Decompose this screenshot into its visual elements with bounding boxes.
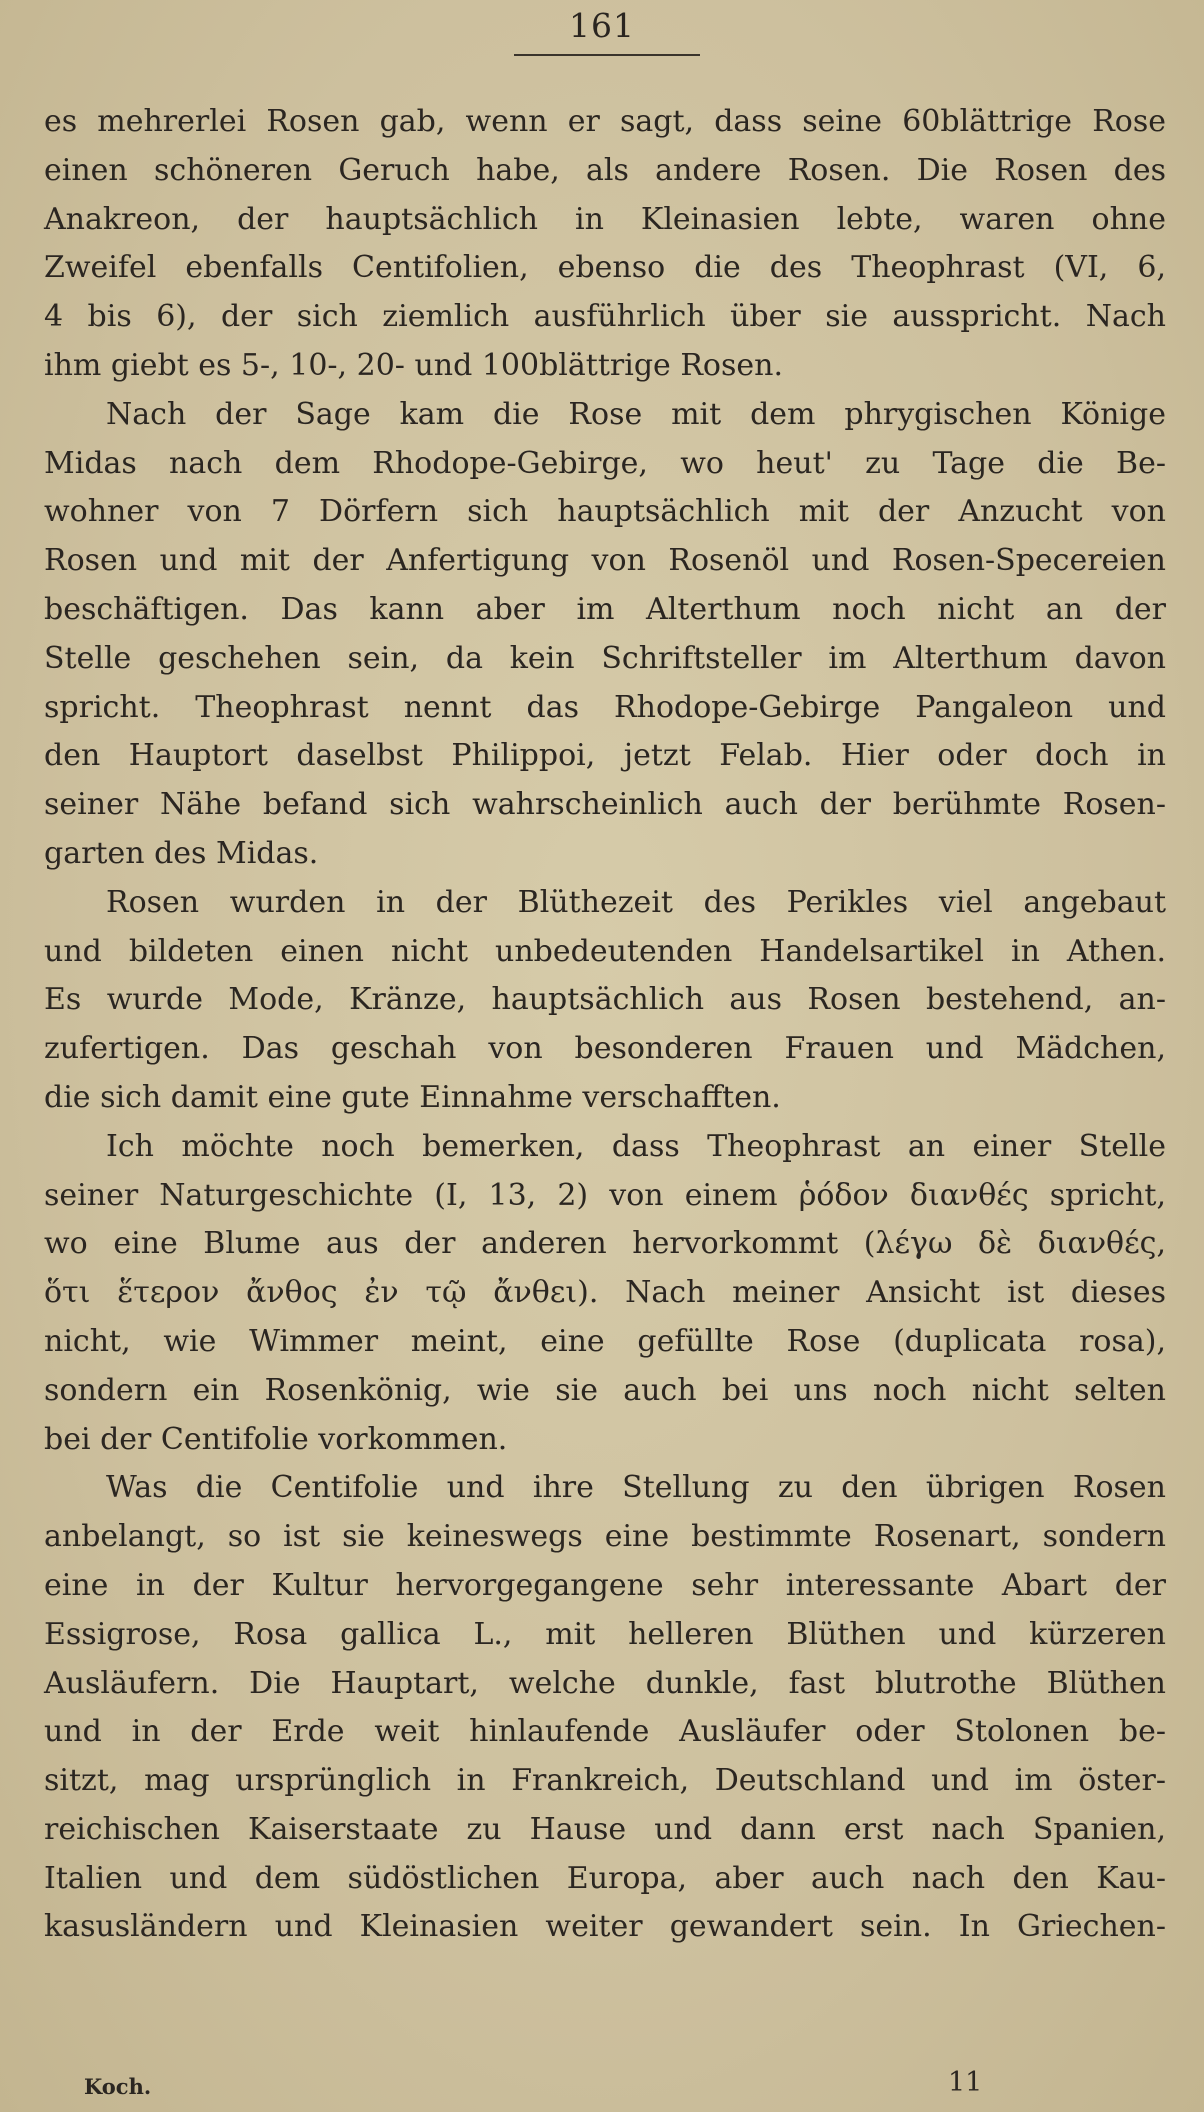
- text-line: sondern ein Rosenkönig, wie sie auch bei uns noch nicht selten: [44, 1372, 1166, 1408]
- footer-sheet-number: 11: [948, 2067, 983, 2098]
- page-number: 161: [569, 6, 635, 45]
- text-line: beschäftigen. Das kann aber im Alterthum noch nicht an der: [44, 591, 1166, 627]
- body-text: [44, 98, 1166, 1952]
- text-line: garten des Midas.: [44, 835, 319, 871]
- text-line: Anakreon, der hauptsächlich in Kleinasien lebte, waren ohne: [44, 201, 1166, 237]
- text-line: den Hauptort daselbst Philippoi, jetzt Felab. Hier oder doch in: [44, 738, 1166, 774]
- text-line: einen schöneren Geruch habe, als andere Rosen. Die Rosen des: [44, 152, 1166, 188]
- text-line: Midas nach dem Rhodope-Gebirge, wo heut' zu Tage die Be-: [44, 445, 1166, 481]
- text-line: reichischen Kaiserstaate zu Hause und dann erst nach Spanien,: [44, 1811, 1166, 1847]
- text-line: nicht, wie Wimmer meint, eine gefüllte Rose (duplicata rosa),: [44, 1323, 1166, 1359]
- text-line: und in der Erde weit hinlaufende Ausläufer oder Stolonen be-: [44, 1714, 1166, 1750]
- text-line: ihm giebt es 5-, 10-, 20- und 100blättrige Rosen.: [44, 347, 783, 383]
- text-line: Rosen wurden in der Blüthezeit des Perikles viel angebaut: [106, 884, 1166, 920]
- text-line: Stelle geschehen sein, da kein Schriftsteller im Alterthum davon: [44, 640, 1166, 676]
- text-line: ὅτι ἕτερον ἄνθος ἐν τῷ ἄνθει). Nach meiner Ansicht ist dieses: [44, 1275, 1166, 1311]
- text-line: es mehrerlei Rosen gab, wenn er sagt, dass seine 60blättrige Rose: [44, 104, 1166, 139]
- text-line: Essigrose, Rosa gallica L., mit helleren Blüthen und kürzeren: [44, 1616, 1166, 1652]
- text-line: Zweifel ebenfalls Centifolien, ebenso die des Theophrast (VI, 6,: [44, 250, 1166, 286]
- text-line: Italien und dem südöstlichen Europa, aber auch nach den Kau-: [44, 1860, 1166, 1896]
- text-line: eine in der Kultur hervorgegangene sehr interessante Abart der: [44, 1567, 1166, 1603]
- text-line: zufertigen. Das geschah von besonderen Frauen und Mädchen,: [44, 1031, 1166, 1067]
- text-line: kasusländern und Kleinasien weiter gewandert sein. In Griechen-: [44, 1909, 1166, 1945]
- text-line: Es wurde Mode, Kränze, hauptsächlich aus Rosen bestehend, an-: [44, 982, 1166, 1018]
- text-line: sitzt, mag ursprünglich in Frankreich, Deutschland und im öster-: [44, 1763, 1166, 1799]
- footer-signature: Koch.: [84, 2074, 152, 2099]
- text-line: Was die Centifolie und ihre Stellung zu den übrigen Rosen: [106, 1470, 1166, 1506]
- text-line: anbelangt, so ist sie keineswegs eine bestimmte Rosenart, sondern: [44, 1519, 1166, 1555]
- header-rule: [514, 54, 700, 56]
- text-line: wohner von 7 Dörfern sich hauptsächlich mit der Anzucht von: [44, 494, 1166, 530]
- text-line: seiner Naturgeschichte (I, 13, 2) von einem ῥόδον διανθές spricht,: [44, 1177, 1166, 1213]
- text-line: wo eine Blume aus der anderen hervorkommt (λέγω δὲ διανθές,: [44, 1226, 1166, 1262]
- text-line: 4 bis 6), der sich ziemlich ausführlich über sie ausspricht. Nach: [44, 299, 1166, 335]
- text-line: und bildeten einen nicht unbedeutenden Handelsartikel in Athen.: [44, 933, 1166, 969]
- text-line: Ausläufern. Die Hauptart, welche dunkle, fast blutrothe Blüthen: [44, 1665, 1166, 1701]
- text-line: Nach der Sage kam die Rose mit dem phrygischen Könige: [106, 396, 1166, 432]
- text-line: spricht. Theophrast nennt das Rhodope-Gebirge Pangaleon und: [44, 689, 1166, 725]
- text-line: seiner Nähe befand sich wahrscheinlich auch der berühmte Rosen-: [44, 787, 1166, 823]
- text-line: Ich möchte noch bemerken, dass Theophrast an einer Stelle: [106, 1128, 1166, 1164]
- text-line: bei der Centifolie vorkommen.: [44, 1421, 508, 1457]
- text-line: Rosen und mit der Anfertigung von Rosenöl und Rosen-Specereien: [44, 543, 1166, 579]
- text-line: die sich damit eine gute Einnahme verschafften.: [44, 1079, 781, 1115]
